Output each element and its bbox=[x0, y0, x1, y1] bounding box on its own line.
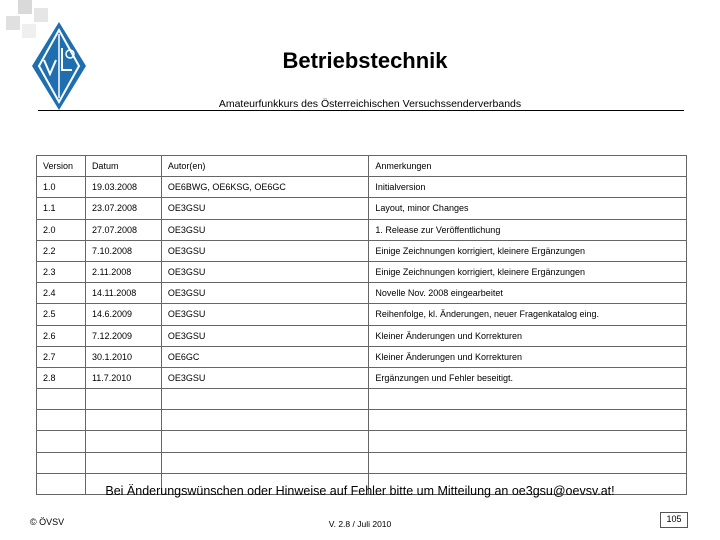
table-cell: OE3GSU bbox=[161, 367, 369, 388]
page-subtitle: Amateurfunkkurs des Österreichischen Versuchssenderverbands bbox=[218, 98, 522, 110]
table-cell bbox=[369, 410, 687, 431]
table-row bbox=[37, 177, 687, 198]
table-cell: 1.1 bbox=[37, 198, 86, 219]
table-cell: OE3GSU bbox=[161, 219, 369, 240]
table-cell: OE3GSU bbox=[161, 240, 369, 261]
table-cell: Initialversion bbox=[369, 177, 687, 198]
table-cell bbox=[369, 431, 687, 452]
table-cell: Kleiner Änderungen und Korrekturen bbox=[369, 325, 687, 346]
table-cell: 30.1.2010 bbox=[85, 346, 161, 367]
table-cell: 2.4 bbox=[37, 283, 86, 304]
table-cell: Einige Zeichnungen korrigiert, kleinere Ergänzungen bbox=[369, 261, 687, 282]
table-cell: Reihenfolge, kl. Änderungen, neuer Fragenkatalog eing. bbox=[369, 304, 687, 325]
corner-square bbox=[6, 16, 20, 30]
table-row bbox=[37, 283, 687, 304]
table-cell bbox=[37, 410, 86, 431]
column-header: Version bbox=[37, 156, 86, 177]
table-cell bbox=[369, 452, 687, 473]
table-cell: 14.6.2009 bbox=[85, 304, 161, 325]
table-row bbox=[37, 304, 687, 325]
table-cell bbox=[37, 473, 86, 494]
table-cell bbox=[85, 410, 161, 431]
table-cell: Novelle Nov. 2008 eingearbeitet bbox=[369, 283, 687, 304]
table-cell: 27.07.2008 bbox=[85, 219, 161, 240]
table-row bbox=[37, 219, 687, 240]
table-cell bbox=[161, 410, 369, 431]
table-cell: OE3GSU bbox=[161, 261, 369, 282]
table-cell: Kleiner Änderungen und Korrekturen bbox=[369, 346, 687, 367]
oevsv-diamond-logo-icon bbox=[30, 20, 88, 112]
table-cell: 2.2 bbox=[37, 240, 86, 261]
table-cell: OE3GSU bbox=[161, 325, 369, 346]
table-cell bbox=[85, 452, 161, 473]
table-cell: OE3GSU bbox=[161, 198, 369, 219]
table-row bbox=[37, 389, 687, 410]
table-cell: 19.03.2008 bbox=[85, 177, 161, 198]
table-cell: 23.07.2008 bbox=[85, 198, 161, 219]
table-cell bbox=[161, 452, 369, 473]
table-cell: 2.5 bbox=[37, 304, 86, 325]
table-cell: 14.11.2008 bbox=[85, 283, 161, 304]
table-cell bbox=[161, 431, 369, 452]
table-cell bbox=[37, 452, 86, 473]
table-cell: 11.7.2010 bbox=[85, 367, 161, 388]
table-cell bbox=[161, 389, 369, 410]
table-row bbox=[37, 452, 687, 473]
page-title: Betriebstechnik bbox=[282, 48, 448, 73]
version-history-table bbox=[36, 155, 687, 495]
column-header: Datum bbox=[85, 156, 161, 177]
column-header: Autor(en) bbox=[161, 156, 369, 177]
table-cell: OE3GSU bbox=[161, 283, 369, 304]
table-cell: Einige Zeichnungen korrigiert, kleinere Ergänzungen bbox=[369, 240, 687, 261]
table-cell: Ergänzungen und Fehler beseitigt. bbox=[369, 367, 687, 388]
table-cell: 2.8 bbox=[37, 367, 86, 388]
corner-square bbox=[18, 0, 32, 14]
feedback-note: Bei Änderungswünschen oder Hinweise auf Fehler bitte um Mitteilung an oe3gsu@oevsv.at! bbox=[105, 484, 615, 498]
table-cell: OE6GC bbox=[161, 346, 369, 367]
table-row bbox=[37, 410, 687, 431]
table-cell: 1.0 bbox=[37, 177, 86, 198]
table-row bbox=[37, 431, 687, 452]
table-row bbox=[37, 198, 687, 219]
table-cell: 7.10.2008 bbox=[85, 240, 161, 261]
table-cell: Layout, minor Changes bbox=[369, 198, 687, 219]
version-footer: V. 2.8 / Juli 2010 bbox=[328, 519, 392, 529]
table-row bbox=[37, 261, 687, 282]
table-cell: OE6BWG, OE6KSG, OE6GC bbox=[161, 177, 369, 198]
table-row bbox=[37, 367, 687, 388]
page-number: 105 bbox=[660, 512, 688, 528]
table-cell: OE3GSU bbox=[161, 304, 369, 325]
header-divider bbox=[38, 110, 684, 111]
table-cell: 1. Release zur Veröffentlichung bbox=[369, 219, 687, 240]
table-row bbox=[37, 346, 687, 367]
table-row bbox=[37, 240, 687, 261]
table-cell: 7.12.2009 bbox=[85, 325, 161, 346]
table-cell: 2.11.2008 bbox=[85, 261, 161, 282]
table-row bbox=[37, 325, 687, 346]
table-cell: 2.0 bbox=[37, 219, 86, 240]
table-cell bbox=[369, 389, 687, 410]
table-cell bbox=[85, 431, 161, 452]
table-cell bbox=[85, 389, 161, 410]
table-header-row bbox=[37, 156, 687, 177]
table-cell: 2.7 bbox=[37, 346, 86, 367]
column-header: Anmerkungen bbox=[369, 156, 687, 177]
table-cell: 2.6 bbox=[37, 325, 86, 346]
table-cell bbox=[37, 389, 86, 410]
copyright-footer: © ÖVSV bbox=[30, 517, 65, 527]
table-cell bbox=[37, 431, 86, 452]
table-cell: 2.3 bbox=[37, 261, 86, 282]
